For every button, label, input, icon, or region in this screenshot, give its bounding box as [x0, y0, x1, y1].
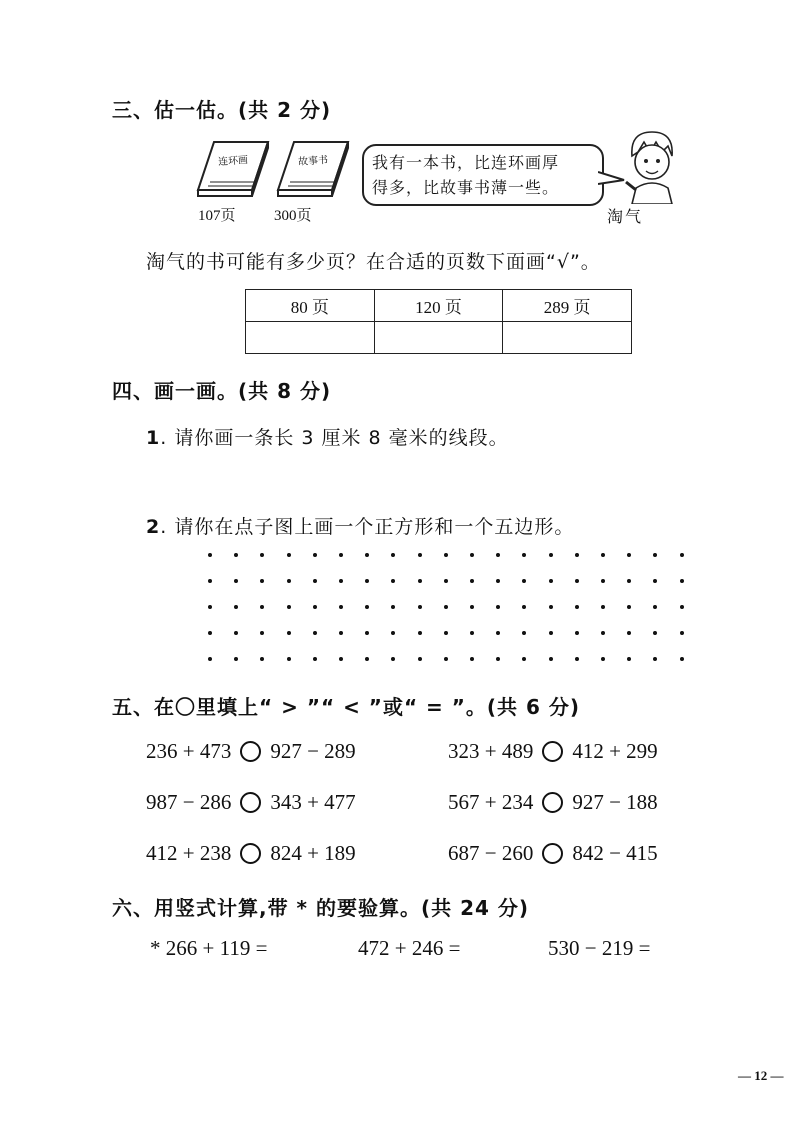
table-header-cell: 289 页: [503, 290, 632, 322]
grid-dot[interactable]: [444, 605, 448, 609]
book-icon: [198, 142, 268, 196]
grid-dot[interactable]: [601, 631, 605, 635]
book-pages-comic: 107页: [198, 208, 236, 224]
book-icon: [278, 142, 348, 196]
grid-dot[interactable]: [680, 657, 684, 661]
grid-dot[interactable]: [391, 579, 395, 583]
page-number: — 12 —: [738, 1068, 784, 1083]
grid-dot[interactable]: [575, 553, 579, 557]
comparison-left: 687 − 260: [448, 841, 534, 865]
table-header-cell: 120 页: [374, 290, 503, 322]
grid-dot[interactable]: [208, 553, 212, 557]
grid-dot[interactable]: [418, 657, 422, 661]
grid-dot[interactable]: [313, 579, 317, 583]
grid-dot[interactable]: [627, 605, 631, 609]
comparison-item: [448, 739, 658, 764]
book-title-story: 故事书: [297, 154, 329, 169]
pages-answer-table: [245, 289, 632, 354]
question-1: [146, 423, 509, 450]
grid-dot[interactable]: [575, 579, 579, 583]
table-header-row: [246, 290, 632, 322]
section4-heading: 四、画一画。(共 8 分): [112, 379, 332, 403]
answer-circle[interactable]: [240, 741, 261, 762]
grid-dot[interactable]: [339, 553, 343, 557]
grid-dot[interactable]: [549, 605, 553, 609]
grid-dot[interactable]: [287, 579, 291, 583]
grid-dot[interactable]: [339, 631, 343, 635]
grid-dot[interactable]: [601, 657, 605, 661]
comparison-right: 927 − 188: [572, 790, 658, 814]
grid-dot[interactable]: [391, 605, 395, 609]
grid-dot[interactable]: [522, 553, 526, 557]
grid-dot[interactable]: [313, 605, 317, 609]
grid-dot[interactable]: [496, 605, 500, 609]
comparison-left: 987 − 286: [146, 790, 232, 814]
question-2: [146, 512, 574, 539]
comparison-item: [448, 841, 658, 866]
grid-dot[interactable]: [522, 605, 526, 609]
answer-cell[interactable]: [374, 322, 503, 354]
grid-dot[interactable]: [653, 657, 657, 661]
grid-dot[interactable]: [680, 631, 684, 635]
grid-dot[interactable]: [260, 605, 264, 609]
comparison-right: 824 + 189: [270, 841, 356, 865]
answer-circle[interactable]: [542, 843, 563, 864]
grid-dot[interactable]: [496, 553, 500, 557]
grid-dot[interactable]: [287, 605, 291, 609]
grid-dot[interactable]: [680, 553, 684, 557]
grid-dot[interactable]: [549, 553, 553, 557]
comparison-item: [146, 790, 356, 815]
speech-line-1: 我有一本书，比连环画厚: [372, 153, 560, 172]
grid-dot[interactable]: [575, 631, 579, 635]
comparison-item: [146, 739, 356, 764]
grid-dot[interactable]: [444, 657, 448, 661]
grid-dot[interactable]: [418, 631, 422, 635]
grid-dot[interactable]: [627, 553, 631, 557]
dot-grid[interactable]: [200, 545, 700, 670]
grid-dot[interactable]: [391, 657, 395, 661]
grid-dot[interactable]: [470, 657, 474, 661]
answer-circle[interactable]: [542, 741, 563, 762]
grid-dot[interactable]: [444, 553, 448, 557]
grid-dot[interactable]: [522, 579, 526, 583]
grid-dot[interactable]: [365, 553, 369, 557]
grid-dot[interactable]: [365, 657, 369, 661]
grid-dot[interactable]: [653, 605, 657, 609]
grid-dot[interactable]: [234, 579, 238, 583]
grid-dot[interactable]: [260, 553, 264, 557]
comparison-left: 323 + 489: [448, 739, 534, 763]
comparison-left: 567 + 234: [448, 790, 534, 814]
book-pages-story: 300页: [274, 208, 312, 224]
grid-dot[interactable]: [653, 553, 657, 557]
grid-dot[interactable]: [287, 657, 291, 661]
grid-dot[interactable]: [418, 579, 422, 583]
grid-dot[interactable]: [549, 579, 553, 583]
answer-circle[interactable]: [240, 792, 261, 813]
comparison-right: 412 + 299: [572, 739, 658, 763]
grid-dot[interactable]: [444, 579, 448, 583]
grid-dot[interactable]: [208, 605, 212, 609]
grid-dot[interactable]: [208, 657, 212, 661]
grid-dot[interactable]: [522, 631, 526, 635]
calculation-problem: * 266 + 119 =: [150, 936, 268, 960]
comparison-item: [448, 790, 658, 815]
answer-cell[interactable]: [246, 322, 375, 354]
table-answer-row: [246, 322, 632, 354]
grid-dot[interactable]: [470, 553, 474, 557]
grid-dot[interactable]: [575, 605, 579, 609]
books-illustration: [190, 138, 360, 200]
section3-question: 淘气的书可能有多少页？在合适的页数下面画“√”。: [146, 251, 601, 273]
grid-dot[interactable]: [680, 579, 684, 583]
grid-dot[interactable]: [418, 553, 422, 557]
grid-dot[interactable]: [260, 657, 264, 661]
comparison-right: 927 − 289: [270, 739, 356, 763]
speech-line-2: 得多，比故事书薄一些。: [372, 178, 560, 197]
grid-dot[interactable]: [234, 605, 238, 609]
comparison-item: [146, 841, 356, 866]
grid-dot[interactable]: [234, 657, 238, 661]
answer-circle[interactable]: [240, 843, 261, 864]
answer-cell[interactable]: [503, 322, 632, 354]
question-1-number: 1: [146, 427, 161, 449]
grid-dot[interactable]: [365, 579, 369, 583]
grid-dot[interactable]: [680, 605, 684, 609]
answer-circle[interactable]: [542, 792, 563, 813]
grid-dot[interactable]: [391, 553, 395, 557]
question-1-text: . 请你画一条长 3 厘米 8 毫米的线段。: [160, 427, 509, 449]
grid-dot[interactable]: [313, 657, 317, 661]
grid-dot[interactable]: [522, 657, 526, 661]
grid-dot[interactable]: [601, 579, 605, 583]
grid-dot[interactable]: [234, 553, 238, 557]
section3-heading: 三、估一估。(共 2 分): [112, 98, 332, 122]
grid-dot[interactable]: [575, 657, 579, 661]
section5-heading: 五、在〇里填上“ > ”“ < ”或“ = ”。(共 6 分): [112, 695, 581, 719]
grid-dot[interactable]: [470, 605, 474, 609]
grid-dot[interactable]: [496, 631, 500, 635]
grid-dot[interactable]: [391, 631, 395, 635]
grid-dot[interactable]: [496, 657, 500, 661]
speech-bubble: [362, 144, 604, 206]
grid-dot[interactable]: [418, 605, 422, 609]
comparison-right: 842 − 415: [572, 841, 658, 865]
grid-dot[interactable]: [627, 657, 631, 661]
grid-dot[interactable]: [287, 631, 291, 635]
grid-dot[interactable]: [339, 657, 343, 661]
table-header-cell: 80 页: [246, 290, 375, 322]
grid-dot[interactable]: [287, 553, 291, 557]
grid-dot[interactable]: [260, 631, 264, 635]
grid-dot[interactable]: [208, 579, 212, 583]
grid-dot[interactable]: [653, 579, 657, 583]
grid-dot[interactable]: [234, 631, 238, 635]
comparison-left: 236 + 473: [146, 739, 232, 763]
grid-dot[interactable]: [470, 631, 474, 635]
calculation-problem: 530 − 219 =: [548, 936, 651, 960]
grid-dot[interactable]: [549, 631, 553, 635]
grid-dot[interactable]: [339, 579, 343, 583]
grid-dot[interactable]: [627, 579, 631, 583]
grid-dot[interactable]: [260, 579, 264, 583]
grid-dot[interactable]: [601, 605, 605, 609]
boy-character-icon: [622, 128, 682, 204]
grid-dot[interactable]: [549, 657, 553, 661]
comparison-right: 343 + 477: [270, 790, 356, 814]
grid-dot[interactable]: [653, 631, 657, 635]
grid-dot[interactable]: [208, 631, 212, 635]
grid-dot[interactable]: [365, 605, 369, 609]
comparison-left: 412 + 238: [146, 841, 232, 865]
grid-dot[interactable]: [470, 579, 474, 583]
grid-dot[interactable]: [601, 553, 605, 557]
book-title-comic: 连环画: [217, 154, 249, 169]
grid-dot[interactable]: [313, 553, 317, 557]
question-2-text: . 请你在点子图上画一个正方形和一个五边形。: [160, 516, 575, 538]
grid-dot[interactable]: [339, 605, 343, 609]
grid-dot[interactable]: [444, 631, 448, 635]
grid-dot[interactable]: [627, 631, 631, 635]
grid-dot[interactable]: [365, 631, 369, 635]
section6-heading: 六、用竖式计算,带 * 的要验算。(共 24 分): [112, 896, 530, 920]
grid-dot[interactable]: [313, 631, 317, 635]
character-name: 淘气: [607, 207, 644, 226]
calculation-problem: 472 + 246 =: [358, 936, 461, 960]
grid-dot[interactable]: [496, 579, 500, 583]
question-2-number: 2: [146, 516, 161, 538]
